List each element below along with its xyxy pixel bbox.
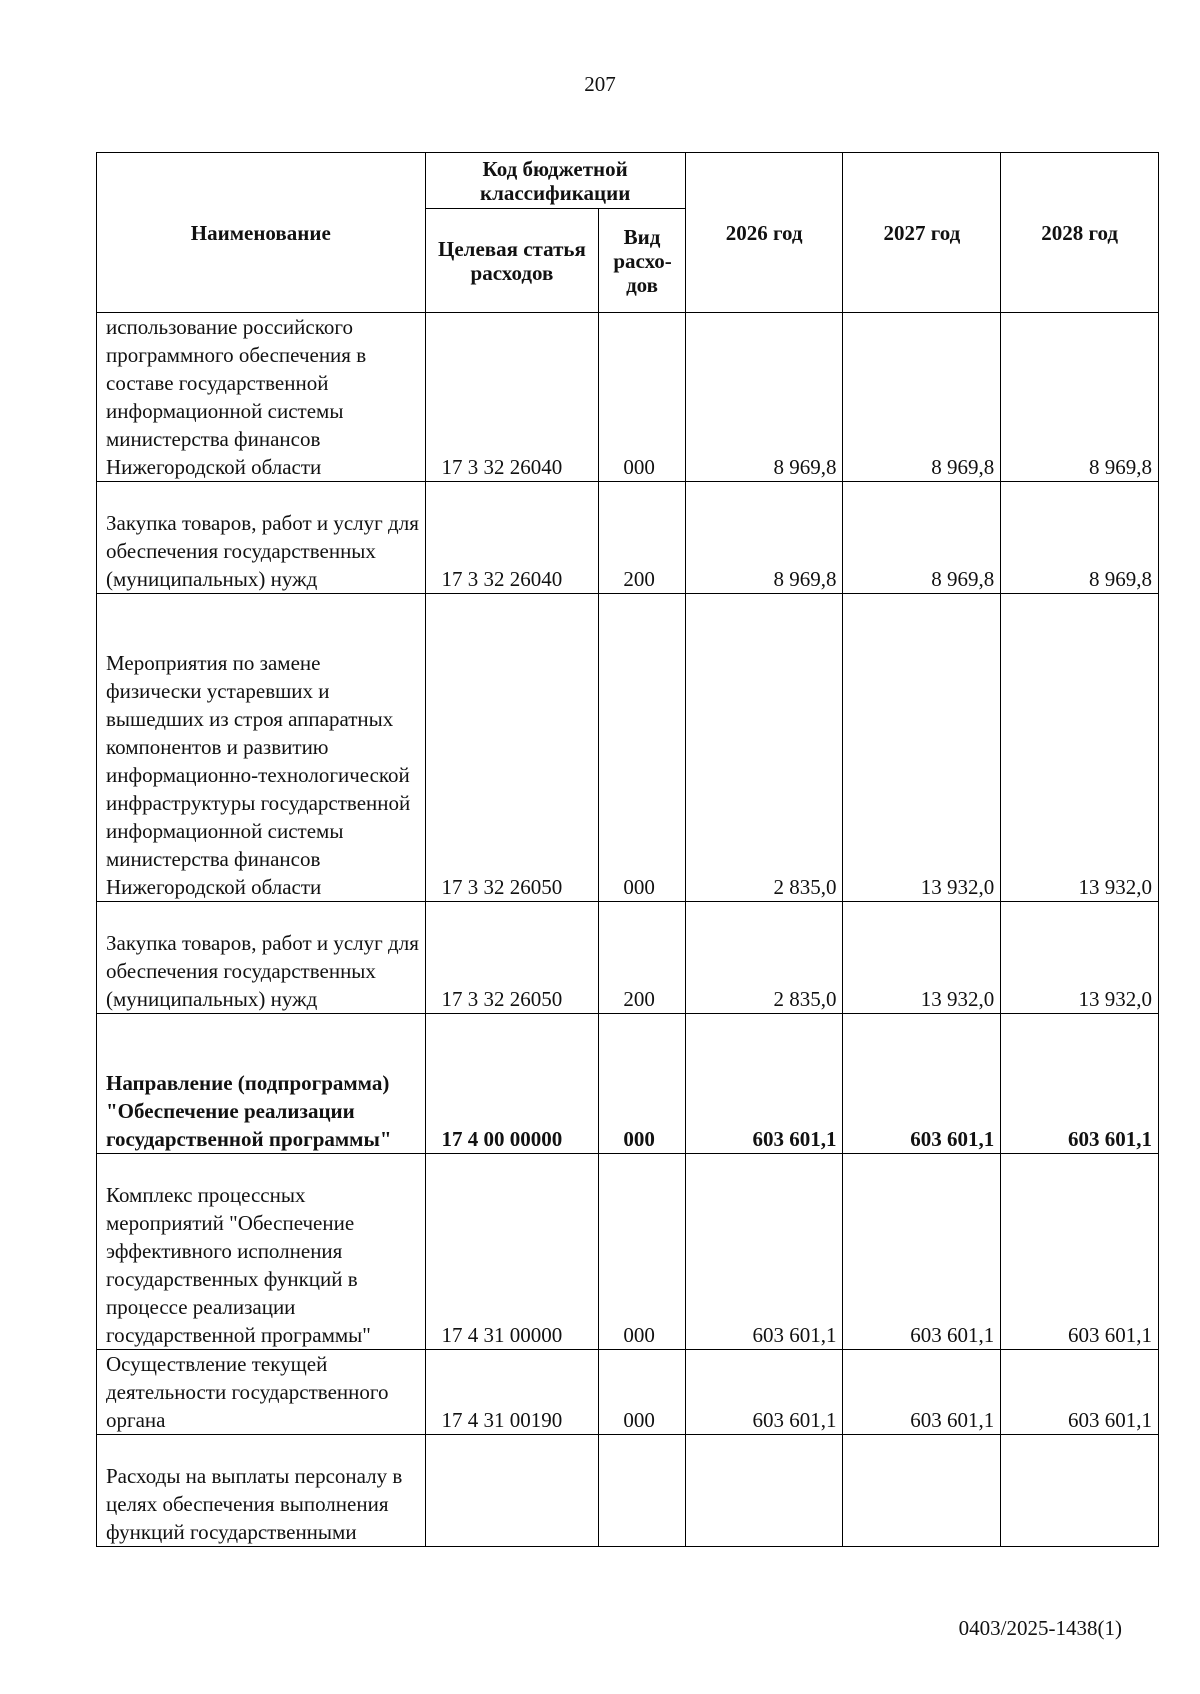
row-value-2027: 8 969,8 [843,482,1001,594]
row-expense-type: 000 [599,1154,685,1350]
row-value-2028: 603 601,1 [1001,1014,1159,1154]
table-row [97,1154,1159,1350]
row-name: Направление (подпрограмма) "Обеспечение реализации государственной программы" [97,1014,426,1154]
header-target-article: Целевая статья расходов [425,209,599,313]
row-value-2026: 603 601,1 [685,1154,843,1350]
row-value-2027: 8 969,8 [843,313,1001,482]
row-target-article: 17 4 31 00000 [425,1154,599,1350]
header-name: Наименование [97,153,426,313]
table-row [97,1014,1159,1154]
row-value-2027: 13 932,0 [843,594,1001,902]
row-value-2026: 8 969,8 [685,313,843,482]
row-value-2027: 603 601,1 [843,1154,1001,1350]
row-target-article: 17 4 00 00000 [425,1014,599,1154]
header-2027: 2027 год [843,153,1001,313]
table-row [97,482,1159,594]
row-value-2027: 603 601,1 [843,1014,1001,1154]
row-name: Расходы на выплаты персоналу в целях обеспечения выполнения функций государственными [97,1435,426,1547]
row-target-article: 17 3 32 26040 [425,313,599,482]
row-value-2028: 8 969,8 [1001,313,1159,482]
row-value-2026: 8 969,8 [685,482,843,594]
page-number: 207 [584,72,616,96]
row-expense-type: 000 [599,594,685,902]
row-value-2027: 603 601,1 [843,1350,1001,1435]
table-row [97,902,1159,1014]
row-value-2028: 8 969,8 [1001,482,1159,594]
table-row [97,313,1159,482]
row-value-2028: 603 601,1 [1001,1154,1159,1350]
row-name: Мероприятия по замене физически устаревших и вышедших из строя аппаратных компонентов и развитию информационно-технологической инфраструктуры государственной информационной системы министерства финансов Нижегородской области [97,594,426,902]
document-code: 0403/2025-1438(1) [958,1616,1122,1640]
table-row [97,1350,1159,1435]
table-row [97,594,1159,902]
row-value-2026: 603 601,1 [685,1350,843,1435]
row-expense-type: 000 [599,1350,685,1435]
row-target-article: 17 3 32 26050 [425,902,599,1014]
row-value-2028: 13 932,0 [1001,594,1159,902]
header-expense-type: Вид расхо-дов [599,209,685,313]
row-value-2028 [1001,1435,1159,1547]
table-row [97,1435,1159,1547]
row-value-2026 [685,1435,843,1547]
row-expense-type: 200 [599,482,685,594]
row-value-2028: 13 932,0 [1001,902,1159,1014]
row-value-2026: 2 835,0 [685,594,843,902]
row-value-2028: 603 601,1 [1001,1350,1159,1435]
header-budget-code: Код бюджетной классификации [425,153,685,209]
row-name: Закупка товаров, работ и услуг для обеспечения государственных (муниципальных) нужд [97,902,426,1014]
budget-table [96,152,1159,1547]
row-expense-type: 200 [599,902,685,1014]
row-name: использование российского программного обеспечения в составе государственной информационной системы министерства финансов Нижегородской области [97,313,426,482]
row-value-2027 [843,1435,1001,1547]
row-target-article: 17 3 32 26040 [425,482,599,594]
row-expense-type: 000 [599,1014,685,1154]
row-value-2027: 13 932,0 [843,902,1001,1014]
header-2026: 2026 год [685,153,843,313]
row-name: Комплекс процессных мероприятий "Обеспечение эффективного исполнения государственных функций в процессе реализации государственной программы" [97,1154,426,1350]
row-expense-type [599,1435,685,1547]
row-target-article [425,1435,599,1547]
row-name: Осуществление текущей деятельности государственного органа [97,1350,426,1435]
row-target-article: 17 4 31 00190 [425,1350,599,1435]
row-name: Закупка товаров, работ и услуг для обеспечения государственных (муниципальных) нужд [97,482,426,594]
row-expense-type: 000 [599,313,685,482]
row-value-2026: 2 835,0 [685,902,843,1014]
header-2028: 2028 год [1001,153,1159,313]
row-target-article: 17 3 32 26050 [425,594,599,902]
row-value-2026: 603 601,1 [685,1014,843,1154]
